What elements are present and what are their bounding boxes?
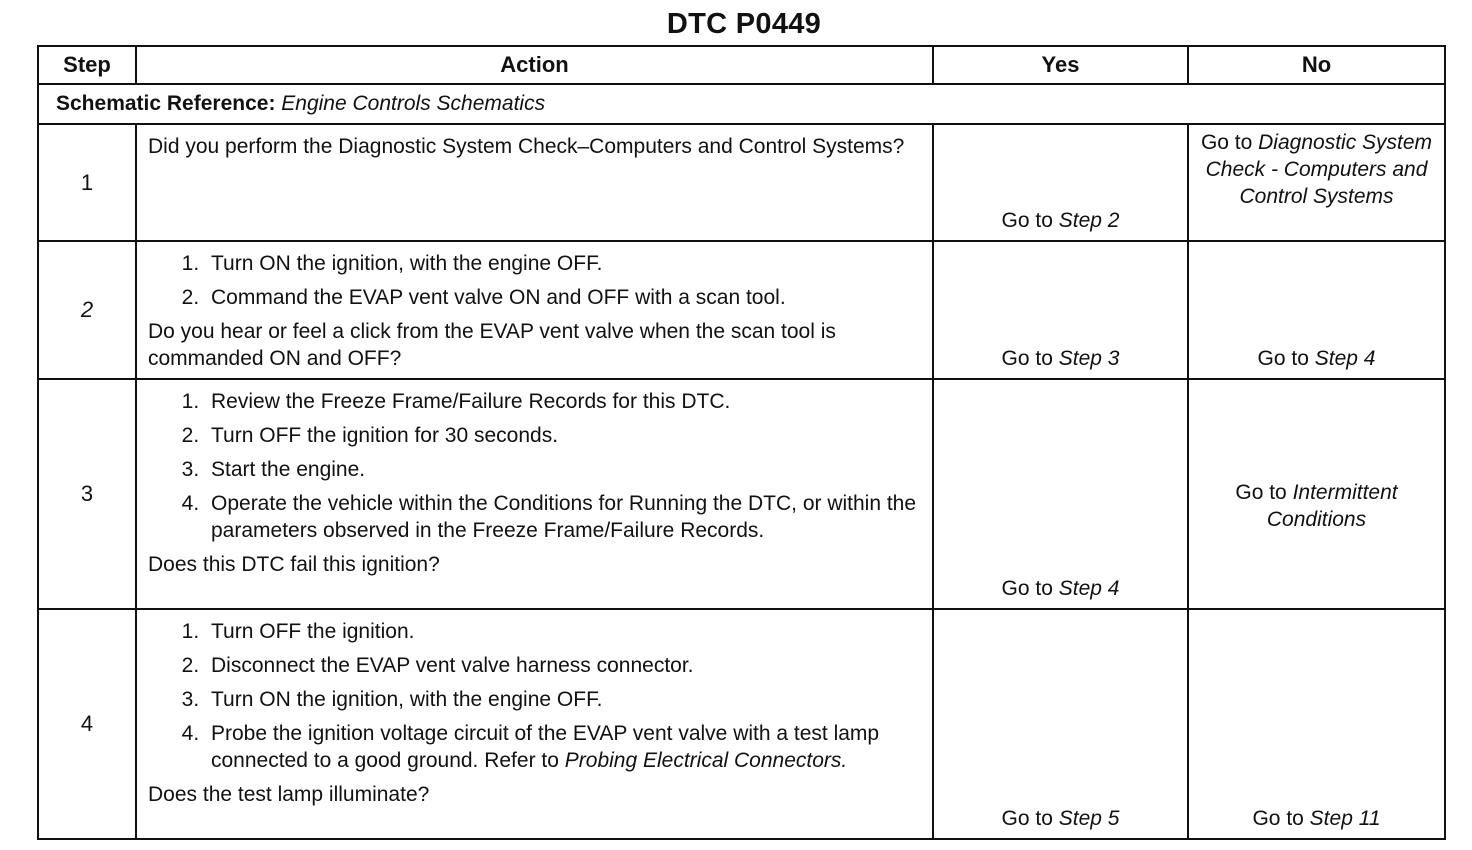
yes-prefix: Go to <box>1001 807 1059 830</box>
yes-cell <box>933 241 1188 379</box>
no-cell <box>1188 379 1445 609</box>
action-item: 2. Turn OFF the ignition for 30 seconds. <box>205 422 922 449</box>
action-item-text: Probe the ignition voltage circuit of the EVAP vent valve with a test lamp connected to a good ground. Refer to <box>211 722 880 772</box>
yes-prefix: Go to <box>1001 209 1059 232</box>
no-target-link[interactable]: Diagnostic System Check - Computers and Control Systems <box>1205 131 1433 208</box>
yes-prefix: Go to <box>1001 577 1059 600</box>
schematic-reference-row <box>38 84 1445 124</box>
no-prefix: Go to <box>1235 481 1293 504</box>
step-number: 3 <box>38 379 136 609</box>
probing-reference-link[interactable]: Probing Electrical Connectors. <box>564 749 848 772</box>
step-row-4 <box>38 609 1445 839</box>
no-cell <box>1188 241 1445 379</box>
action-cell <box>136 379 933 609</box>
schematic-reference <box>38 84 1445 124</box>
action-list <box>148 250 922 311</box>
yes-target-link[interactable]: Step 3 <box>1058 347 1120 370</box>
page-title: DTC P0449 <box>666 8 822 40</box>
header-action: Action <box>136 46 933 84</box>
yes-target-link[interactable]: Step 4 <box>1058 577 1120 600</box>
action-item: 1. Turn ON the ignition, with the engine OFF. <box>205 250 922 277</box>
no-prefix: Go to <box>1200 131 1259 154</box>
action-item: 1. Turn OFF the ignition. <box>205 618 922 645</box>
step-number: 2 <box>38 241 136 379</box>
schematic-reference-value: Engine Controls Schematics <box>281 92 546 115</box>
yes-target-link[interactable]: Step 2 <box>1058 209 1120 232</box>
header-yes: Yes <box>933 46 1188 84</box>
step-question: Do you hear or feel a click from the EVAP vent valve when the scan tool is commanded ON and OFF? <box>148 320 836 370</box>
yes-cell <box>933 124 1188 241</box>
no-cell <box>1188 609 1445 839</box>
yes-prefix: Go to <box>1001 347 1059 370</box>
no-cell <box>1188 124 1445 241</box>
action-item: 2. Disconnect the EVAP vent valve harness connector. <box>205 652 922 679</box>
no-prefix: Go to <box>1252 807 1310 830</box>
action-list <box>148 618 922 774</box>
action-item <box>205 720 922 774</box>
no-target-link[interactable]: Step 11 <box>1309 807 1381 830</box>
header-step: Step <box>38 46 136 84</box>
step-question: Does this DTC fail this ignition? <box>148 553 440 576</box>
yes-cell <box>933 379 1188 609</box>
no-target-link[interactable]: Intermittent Conditions <box>1266 481 1398 531</box>
step-number: 1 <box>38 124 136 241</box>
step-question: Did you perform the Diagnostic System Check–Computers and Control Systems? <box>148 135 905 158</box>
no-target-link[interactable]: Step 4 <box>1314 347 1376 370</box>
yes-cell <box>933 609 1188 839</box>
header-no: No <box>1188 46 1445 84</box>
step-question: Does the test lamp illuminate? <box>148 783 430 806</box>
action-item: 2. Command the EVAP vent valve ON and OFF with a scan tool. <box>205 284 922 311</box>
action-item: 1. Review the Freeze Frame/Failure Records for this DTC. <box>205 388 922 415</box>
action-item: 3. Turn ON the ignition, with the engine OFF. <box>205 686 922 713</box>
action-list <box>148 388 922 544</box>
action-cell <box>136 241 933 379</box>
no-prefix: Go to <box>1257 347 1315 370</box>
action-cell <box>136 124 933 241</box>
step-row-3 <box>38 379 1445 609</box>
action-item: 3. Start the engine. <box>205 456 922 483</box>
step-row-1 <box>38 124 1445 241</box>
action-cell <box>136 609 933 839</box>
step-row-2 <box>38 241 1445 379</box>
diagnostic-table <box>37 45 1446 840</box>
schematic-reference-label: Schematic Reference: <box>56 92 276 115</box>
yes-target-link[interactable]: Step 5 <box>1058 807 1120 830</box>
step-number: 4 <box>38 609 136 839</box>
action-item: 4. Operate the vehicle within the Conditions for Running the DTC, or within the parameters observed in the Freeze Frame/Failure Records. <box>205 490 922 544</box>
header-row <box>38 46 1445 84</box>
